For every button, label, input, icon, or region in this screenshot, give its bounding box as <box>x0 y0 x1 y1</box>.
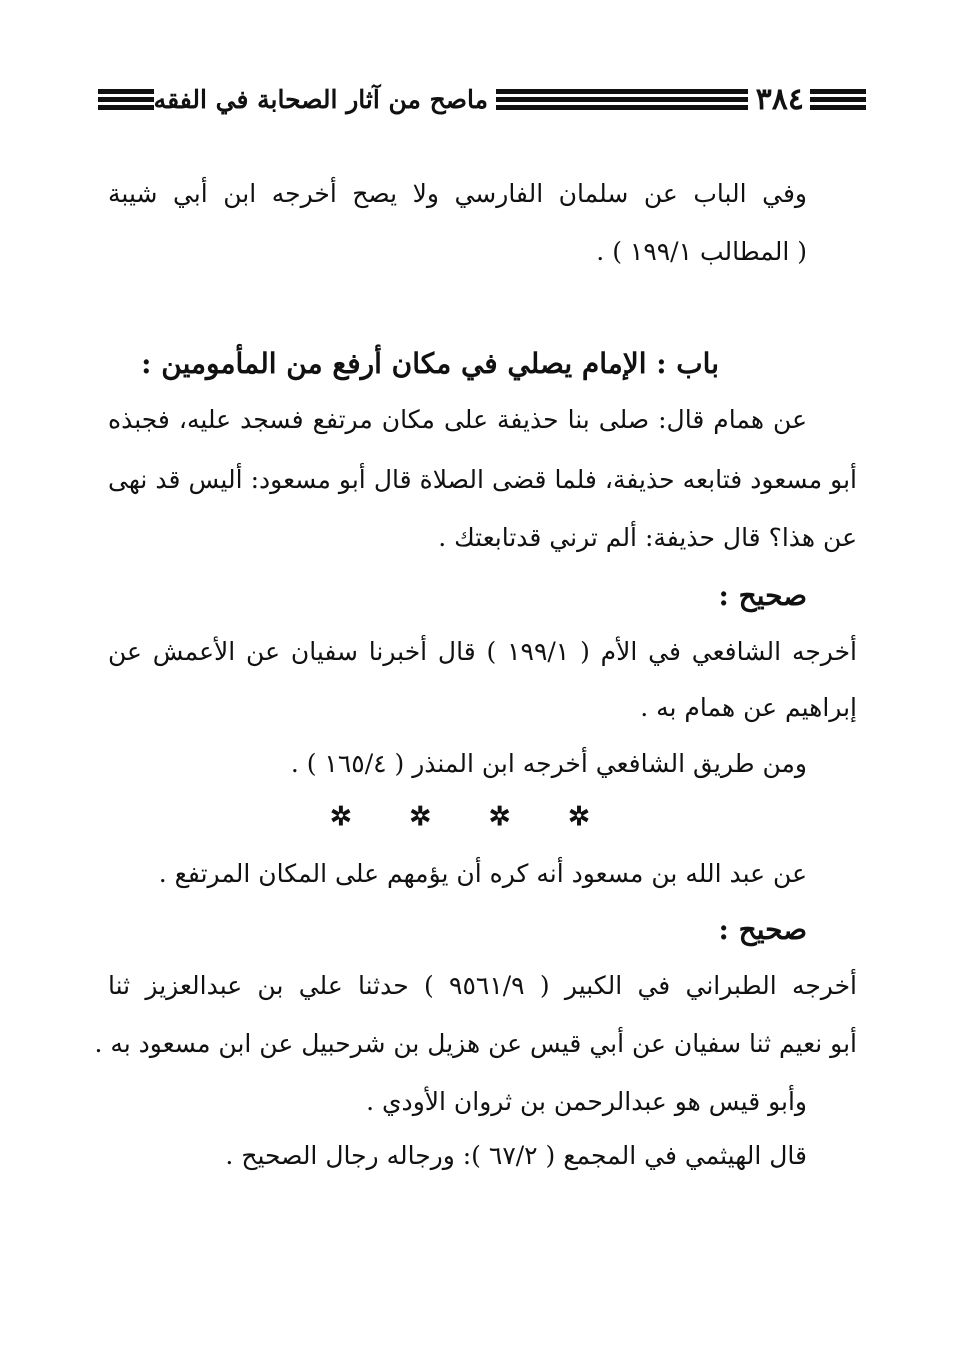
verdict-heading: صحيح : <box>718 913 807 946</box>
header-rule-left <box>98 89 154 111</box>
header-rule-middle <box>496 89 748 111</box>
paragraph-line: عن همام قال: صلى بنا حذيفة على مكان مرتفع فسجد عليه، فجبذه <box>108 405 807 434</box>
header-title: ماصح من آثار الصحابة في الفقه <box>153 85 488 114</box>
page-number: ٣٨٤ <box>755 82 804 117</box>
paragraph-line: عن عبد الله بن مسعود أنه كره أن يؤمهم على المكان المرتفع . <box>158 859 807 888</box>
paragraph-line: وأبو قيس هو عبدالرحمن بن ثروان الأودي . <box>366 1087 807 1116</box>
paragraph-line: أخرجه الطبراني في الكبير ( ٩٥٦١/٩ ) حدثنا علي بن عبدالعزيز ثنا <box>108 971 857 1000</box>
paragraph-line: عن هذا؟ قال حذيفة: ألم ترني قدتابعتك . <box>438 523 857 552</box>
page-header <box>98 82 866 118</box>
star-ornament-icon: ✲ <box>409 802 432 832</box>
star-ornament-icon: ✲ <box>568 802 590 832</box>
star-ornament-icon: ✲ <box>330 802 352 832</box>
paragraph-line: إبراهيم عن همام به . <box>640 693 857 722</box>
paragraph-line: ومن طريق الشافعي أخرجه ابن المنذر ( ١٦٥/٤ ) . <box>290 749 807 778</box>
star-ornament-icon: ✲ <box>488 802 511 832</box>
paragraph-line: ( المطالب ١٩٩/١ ) . <box>596 237 807 266</box>
section-separator <box>330 802 590 832</box>
section-heading: باب : الإمام يصلي في مكان أرفع من المأمومين : <box>141 347 719 380</box>
header-rule-right <box>810 89 866 111</box>
paragraph-line: أخرجه الشافعي في الأم ( ١٩٩/١ ) قال أخبرنا سفيان عن الأعمش عن <box>108 637 858 666</box>
verdict-heading: صحيح : <box>718 579 807 612</box>
paragraph-line: أبو نعيم ثنا سفيان عن أبي قيس عن هزيل بن شرحبيل عن ابن مسعود به . <box>94 1029 857 1058</box>
paragraph-line: قال الهيثمي في المجمع ( ٦٧/٢ ): ورجاله رجال الصحيح . <box>225 1141 807 1170</box>
paragraph-line: وفي الباب عن سلمان الفارسي ولا يصح أخرجه ابن أبي شيبة <box>108 179 807 208</box>
paragraph-line: أبو مسعود فتابعه حذيفة، فلما قضى الصلاة قال أبو مسعود: أليس قد نهى <box>108 465 857 494</box>
